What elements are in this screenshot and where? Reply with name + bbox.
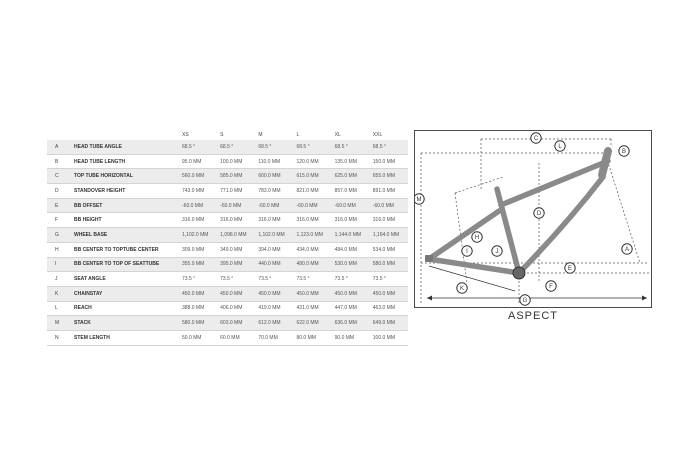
cell-size-xs: -60.0 MM	[179, 198, 217, 213]
cell-size-xs: 316.0 MM	[179, 213, 217, 228]
marker-f-label: F	[549, 284, 553, 290]
cell-size-xxl: -60.0 MM	[370, 198, 408, 213]
marker-j-label: J	[495, 249, 499, 255]
cell-size-l: 120.0 MM	[293, 154, 331, 169]
row-letter: F	[47, 213, 71, 228]
cell-size-xl: 450.0 MM	[332, 286, 370, 301]
cell-size-xl: 857.0 MM	[332, 184, 370, 199]
cell-size-m: 68.5 °	[255, 140, 293, 154]
row-letter: N	[47, 330, 71, 345]
cell-size-xxl: 534.0 MM	[370, 242, 408, 257]
cell-size-xs: 450.0 MM	[179, 286, 217, 301]
cell-size-xl: 625.0 MM	[332, 169, 370, 184]
geometry-table	[47, 130, 408, 346]
cell-size-s: 349.0 MM	[217, 242, 255, 257]
cell-size-m: 70.0 MM	[255, 330, 293, 345]
table-row	[47, 228, 408, 243]
cell-size-m: 316.0 MM	[255, 213, 293, 228]
table-header-row	[47, 130, 408, 140]
cell-size-xs: 580.0 MM	[179, 316, 217, 331]
cell-size-xxl: 655.0 MM	[370, 169, 408, 184]
cell-size-xs: 309.0 MM	[179, 242, 217, 257]
cell-size-m: 440.0 MM	[255, 257, 293, 272]
table-row	[47, 286, 408, 301]
header-letter	[47, 130, 71, 140]
cell-size-s: 73.5 °	[217, 272, 255, 287]
cell-size-xl: 636.0 MM	[332, 316, 370, 331]
cell-size-xxl: 68.5 °	[370, 140, 408, 154]
table-row	[47, 316, 408, 331]
marker-g-label: G	[522, 298, 528, 304]
row-measurement-name: SEAT ANGLE	[71, 272, 179, 287]
row-letter: G	[47, 228, 71, 243]
cell-size-m: 612.0 MM	[255, 316, 293, 331]
cell-size-xs: 355.0 MM	[179, 257, 217, 272]
cell-size-l: 450.0 MM	[293, 286, 331, 301]
marker-h-label: H	[474, 235, 480, 241]
header-name	[71, 130, 179, 140]
model-name: ASPECT	[507, 310, 558, 322]
cell-size-xxl: 891.0 MM	[370, 184, 408, 199]
row-letter: M	[47, 316, 71, 331]
cell-size-m: 419.0 MM	[255, 301, 293, 316]
cell-size-xl: 484.0 MM	[332, 242, 370, 257]
cell-size-xxl: 1,164.0 MM	[370, 228, 408, 243]
cell-size-l: 316.0 MM	[293, 213, 331, 228]
marker-a-label: A	[624, 247, 630, 253]
cell-size-s: 316.0 MM	[217, 213, 255, 228]
cell-size-xs: 50.0 MM	[179, 330, 217, 345]
wheel-base-arrowhead-left	[427, 296, 432, 301]
header-size-m: M	[258, 132, 263, 138]
cell-size-l: 480.0 MM	[293, 257, 331, 272]
table-row	[47, 272, 408, 287]
table-row	[47, 257, 408, 272]
cell-size-xs: 95.0 MM	[179, 154, 217, 169]
row-letter: K	[47, 286, 71, 301]
cell-size-l: 68.5 °	[293, 140, 331, 154]
cell-size-l: 431.0 MM	[293, 301, 331, 316]
cell-size-xl: 447.0 MM	[332, 301, 370, 316]
cell-size-xs: 743.0 MM	[179, 184, 217, 199]
table-row	[47, 169, 408, 184]
row-measurement-name: TOP TUBE HORIZONTAL	[71, 169, 179, 184]
marker-k-label: K	[459, 286, 465, 292]
chain-stay	[429, 259, 519, 273]
cell-size-l: 615.0 MM	[293, 169, 331, 184]
top-tube	[501, 161, 608, 205]
header-size-xl: XL	[334, 132, 341, 138]
cell-size-xxl: 463.0 MM	[370, 301, 408, 316]
cell-size-s: 60.0 MM	[217, 330, 255, 345]
row-measurement-name: BB CENTER TO TOP OF SEATTUBE	[71, 257, 179, 272]
rear-dropout	[425, 255, 433, 262]
cell-size-xl: 530.0 MM	[332, 257, 370, 272]
table-row	[47, 140, 408, 154]
cell-size-xl: 68.5 °	[332, 140, 370, 154]
table-row	[47, 198, 408, 213]
cell-size-m: 73.5 °	[255, 272, 293, 287]
cell-size-s: 68.5 °	[217, 140, 255, 154]
header-size-l: L	[296, 132, 300, 138]
cell-size-s: 1,098.0 MM	[217, 228, 255, 243]
cell-size-l: 73.5 °	[293, 272, 331, 287]
cell-size-m: 1,102.0 MM	[255, 228, 293, 243]
row-letter: L	[47, 301, 71, 316]
row-measurement-name: BB HEIGHT	[71, 213, 179, 228]
cell-size-m: 450.0 MM	[255, 286, 293, 301]
head-tube	[602, 151, 608, 175]
cell-size-xxl: 580.0 MM	[370, 257, 408, 272]
cell-size-xl: -60.0 MM	[332, 198, 370, 213]
marker-e-label: E	[567, 266, 573, 272]
frame-diagram	[414, 130, 652, 308]
marker-l-label: L	[558, 144, 562, 150]
cell-size-xl: 316.0 MM	[332, 213, 370, 228]
cell-size-xxl: 150.0 MM	[370, 154, 408, 169]
row-measurement-name: STEM LENGTH	[71, 330, 179, 345]
cell-size-xxl: 73.5 °	[370, 272, 408, 287]
row-letter: C	[47, 169, 71, 184]
cell-size-s: -60.0 MM	[217, 198, 255, 213]
cell-size-xxl: 100.0 MM	[370, 330, 408, 345]
row-letter: J	[47, 272, 71, 287]
cell-size-s: 585.0 MM	[217, 169, 255, 184]
cell-size-xxl: 649.0 MM	[370, 316, 408, 331]
row-measurement-name: CHAINSTAY	[71, 286, 179, 301]
row-measurement-name: WHEEL BASE	[71, 228, 179, 243]
frame-diagram-svg	[415, 131, 651, 307]
table-row	[47, 154, 408, 169]
cell-size-xs: 560.0 MM	[179, 169, 217, 184]
table-row	[47, 330, 408, 345]
cell-size-l: -60.0 MM	[293, 198, 331, 213]
header-size-xxl: XXL	[372, 132, 383, 138]
cell-size-xl: 90.0 MM	[332, 330, 370, 345]
header-size-s: S	[220, 132, 224, 138]
cell-size-s: 406.0 MM	[217, 301, 255, 316]
marker-d-label: D	[536, 211, 542, 217]
cell-size-s: 450.0 MM	[217, 286, 255, 301]
cell-size-xs: 73.5 °	[179, 272, 217, 287]
cell-size-s: 100.0 MM	[217, 154, 255, 169]
cell-size-l: 80.0 MM	[293, 330, 331, 345]
header-size-xs: XS	[182, 132, 189, 138]
cell-size-s: 395.0 MM	[217, 257, 255, 272]
row-letter: D	[47, 184, 71, 199]
cell-size-xl: 73.5 °	[332, 272, 370, 287]
table-row	[47, 301, 408, 316]
marker-m-label: M	[416, 197, 422, 203]
cell-size-m: 600.0 MM	[255, 169, 293, 184]
cell-size-m: -60.0 MM	[255, 198, 293, 213]
row-measurement-name: STACK	[71, 316, 179, 331]
bottom-bracket	[513, 267, 525, 279]
cell-size-m: 394.0 MM	[255, 242, 293, 257]
row-letter: B	[47, 154, 71, 169]
row-measurement-name: REACH	[71, 301, 179, 316]
row-letter: H	[47, 242, 71, 257]
row-letter: I	[47, 257, 71, 272]
cell-size-xl: 1,144.0 MM	[332, 228, 370, 243]
cell-size-m: 783.0 MM	[255, 184, 293, 199]
cell-size-l: 1,123.0 MM	[293, 228, 331, 243]
row-letter: E	[47, 198, 71, 213]
marker-c-label: C	[533, 136, 539, 142]
cell-size-s: 771.0 MM	[217, 184, 255, 199]
row-measurement-name: HEAD TUBE LENGTH	[71, 154, 179, 169]
cell-size-m: 110.0 MM	[255, 154, 293, 169]
cell-size-l: 434.0 MM	[293, 242, 331, 257]
cell-size-xl: 135.0 MM	[332, 154, 370, 169]
cell-size-xs: 388.0 MM	[179, 301, 217, 316]
table-row	[47, 213, 408, 228]
marker-i-label: I	[466, 249, 468, 255]
cell-size-xxl: 316.0 MM	[370, 213, 408, 228]
row-measurement-name: STANDOVER HEIGHT	[71, 184, 179, 199]
row-measurement-name: BB CENTER TO TOPTUBE CENTER	[71, 242, 179, 257]
cell-size-xxl: 450.0 MM	[370, 286, 408, 301]
cell-size-l: 821.0 MM	[293, 184, 331, 199]
wheel-base-arrowhead-right	[642, 296, 647, 301]
row-letter: A	[47, 140, 71, 154]
marker-b-label: B	[621, 149, 627, 155]
table-row	[47, 242, 408, 257]
cell-size-s: 603.0 MM	[217, 316, 255, 331]
row-measurement-name: BB OFFSET	[71, 198, 179, 213]
cell-size-l: 622.0 MM	[293, 316, 331, 331]
row-measurement-name: HEAD TUBE ANGLE	[71, 140, 179, 154]
cell-size-xs: 68.5 °	[179, 140, 217, 154]
table-row	[47, 184, 408, 199]
cell-size-xs: 1,102.0 MM	[179, 228, 217, 243]
